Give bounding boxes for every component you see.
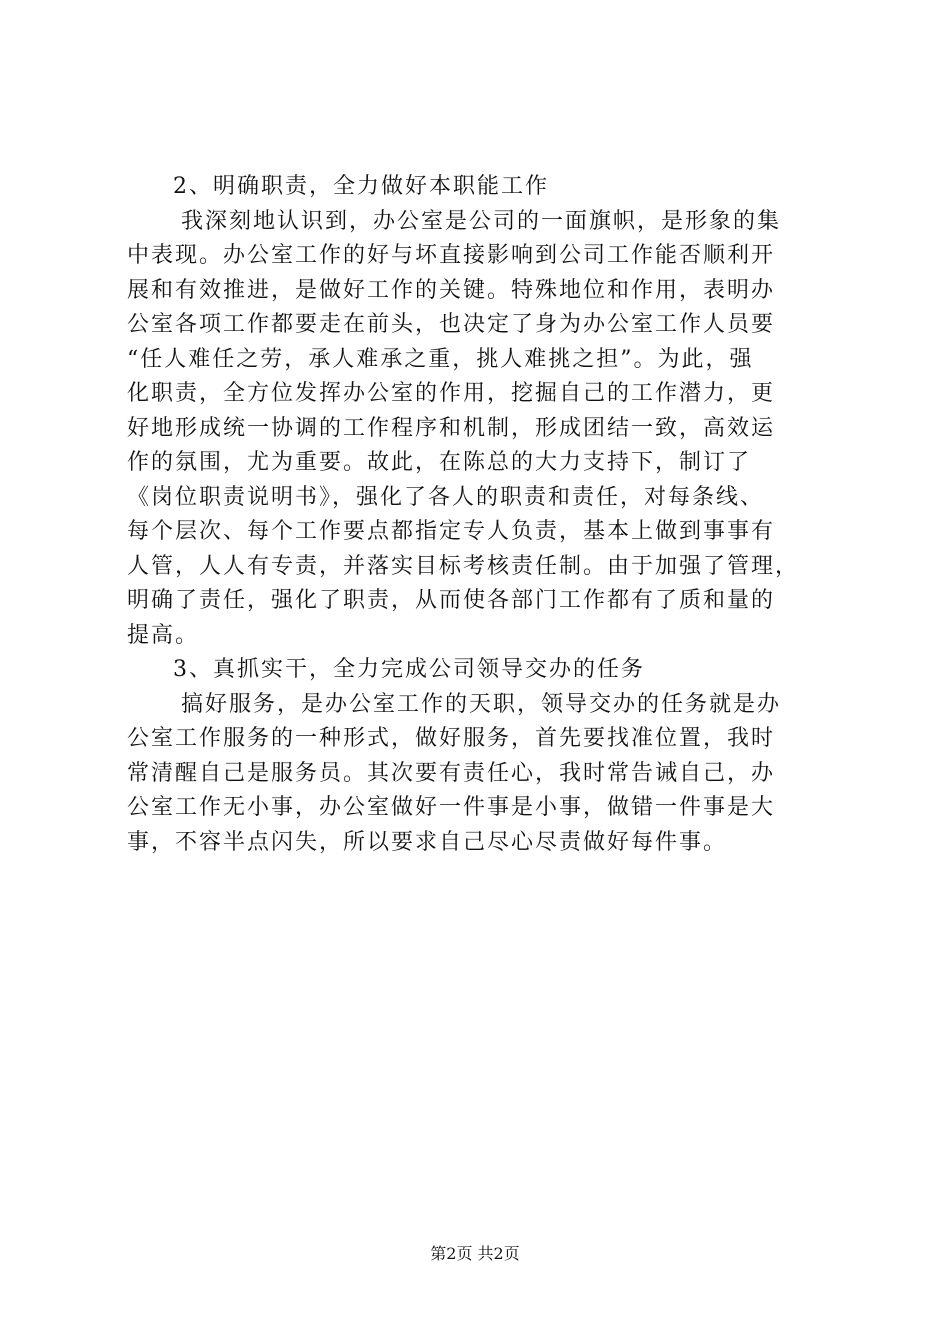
paragraph-line: 化职责，全方位发挥办公室的作用，挖掘自己的工作潜力，更: [127, 381, 776, 406]
paragraph-line: 中表现。办公室工作的好与坏直接影响到公司工作能否顺利开: [127, 243, 776, 268]
section-heading: 2、明确职责，全力做好本职能工作: [173, 174, 549, 199]
paragraph-line: 展和有效推进，是做好工作的关键。特殊地位和作用，表明办: [127, 277, 776, 303]
paragraph-line: 搞好服务，是办公室工作的天职，领导交办的任务就是办: [181, 691, 782, 717]
paragraph-line: 每个层次、每个工作要点都指定专人负责，基本上做到事事有: [127, 519, 776, 544]
paragraph-line: 明确了责任，强化了职责，从而使各部门工作都有了质和量的: [127, 588, 776, 613]
paragraph-line: 我深刻地认识到，办公室是公司的一面旗帜，是形象的集: [181, 208, 782, 234]
paragraph-line: 好地形成统一协调的工作程序和机制，形成团结一致，高效运: [127, 415, 776, 441]
document-body: [127, 170, 831, 860]
paragraph-line: 事，不容半点闪失，所以要求自己尽心尽责做好每件事。: [127, 829, 728, 855]
page-number: 第2页 共2页: [430, 1244, 520, 1263]
paragraph-line: 提高。: [127, 622, 200, 648]
section-heading: 3、真抓实干，全力完成公司领导交办的任务: [173, 657, 645, 682]
paragraph-line: 《岗位职责说明书》，强化了各人的职责和责任，对每条线、: [127, 484, 765, 510]
paragraph-line: 人管，人人有专责，并落实目标考核责任制。由于加强了管理，: [127, 553, 800, 579]
paragraph-line: 常清醒自己是服务员。其次要有责任心，我时常告诫自己，办: [127, 760, 776, 786]
paragraph-line: 公室工作服务的一种形式，做好服务，首先要找准位置，我时: [127, 726, 776, 751]
paragraph-line: 公室工作无小事，办公室做好一件事是小事，做错一件事是大: [127, 795, 776, 820]
paragraph-line: 作的氛围，尤为重要。故此，在陈总的大力支持下，制订了: [127, 450, 752, 475]
paragraph-line: 公室各项工作都要走在前头，也决定了身为办公室工作人员要: [127, 312, 776, 337]
paragraph-line: “任人难任之劳，承人难承之重，挑人难挑之担”。为此，强: [127, 346, 754, 372]
